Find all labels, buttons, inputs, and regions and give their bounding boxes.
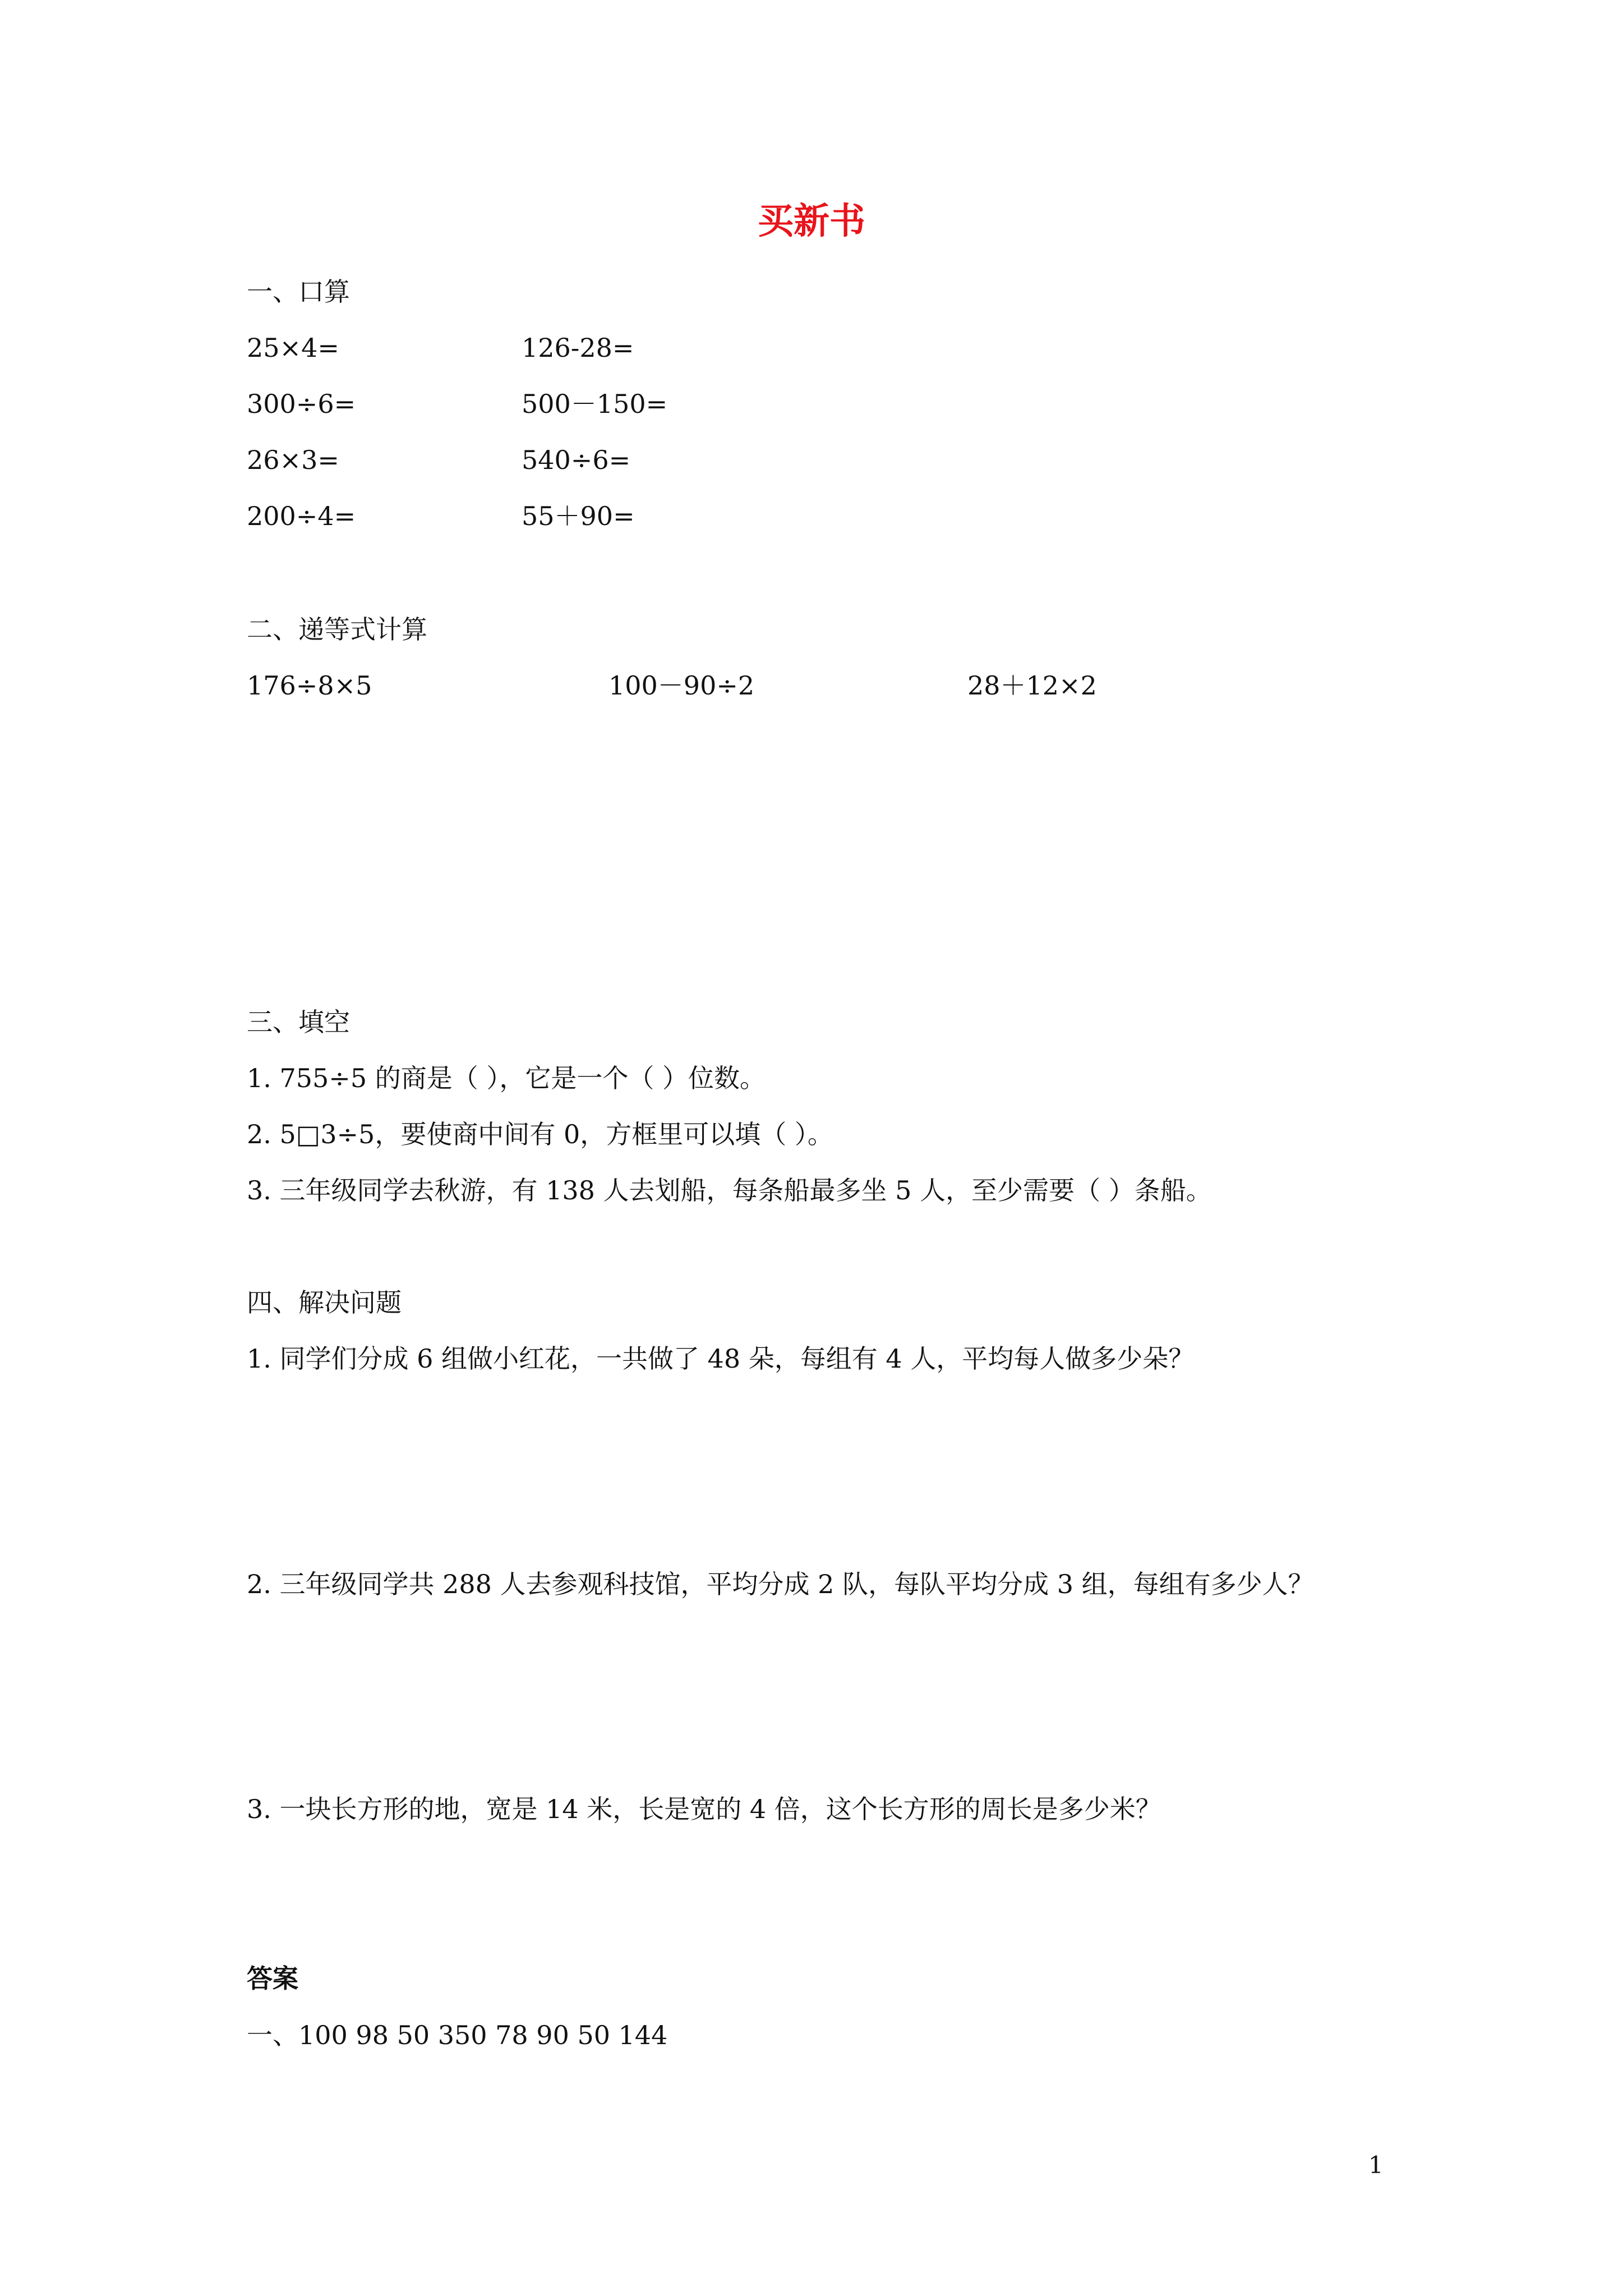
oral-calc-item: 55＋90= [522, 501, 635, 531]
stepwise-calc-item: 176÷8×5 [247, 670, 372, 701]
oral-calc-item: 300÷6= [247, 389, 356, 419]
oral-calc-item: 200÷4= [247, 501, 356, 531]
oral-calc-item: 540÷6= [522, 445, 631, 475]
word-problem-item: 1. 同学们分成 6 组做小红花，一共做了 48 朵，每组有 4 人，平均每人做多少朵？ [247, 1343, 1195, 1374]
fill-blank-item: 2. 5□3÷5，要使商中间有 0，方框里可以填（ ）。 [247, 1119, 833, 1149]
section-2-heading: 二、递等式计算 [247, 614, 427, 645]
oral-calc-item: 26×3= [247, 445, 339, 475]
page-number: 1 [1368, 2151, 1384, 2179]
section-4-heading: 四、解决问题 [247, 1287, 402, 1318]
oral-calc-item: 500－150= [522, 389, 668, 419]
answers-line-1: 一、100 98 50 350 78 90 50 144 [247, 2020, 668, 2050]
answers-heading: 答案 [247, 1963, 298, 1994]
fill-blank-item: 3. 三年级同学去秋游，有 138 人去划船，每条船最多坐 5 人，至少需要（ ）条船。 [247, 1175, 1212, 1205]
page-title: 买新书 [758, 200, 865, 242]
stepwise-calc-item: 28＋12×2 [967, 670, 1097, 701]
stepwise-calc-item: 100－90÷2 [608, 670, 755, 701]
section-3-heading: 三、填空 [247, 1007, 350, 1037]
word-problem-item: 2. 三年级同学共 288 人去参观科技馆，平均分成 2 队，每队平均分成 3 组，每组有多少人？ [247, 1569, 1314, 1599]
oral-calc-item: 25×4= [247, 333, 339, 363]
word-problem-item: 3. 一块长方形的地，宽是 14 米，长是宽的 4 倍，这个长方形的周长是多少米？ [247, 1794, 1161, 1824]
fill-blank-item: 1. 755÷5 的商是（ ），它是一个（ ）位数。 [247, 1063, 766, 1093]
section-1-heading: 一、口算 [247, 277, 350, 307]
oral-calc-item: 126-28= [522, 333, 634, 363]
